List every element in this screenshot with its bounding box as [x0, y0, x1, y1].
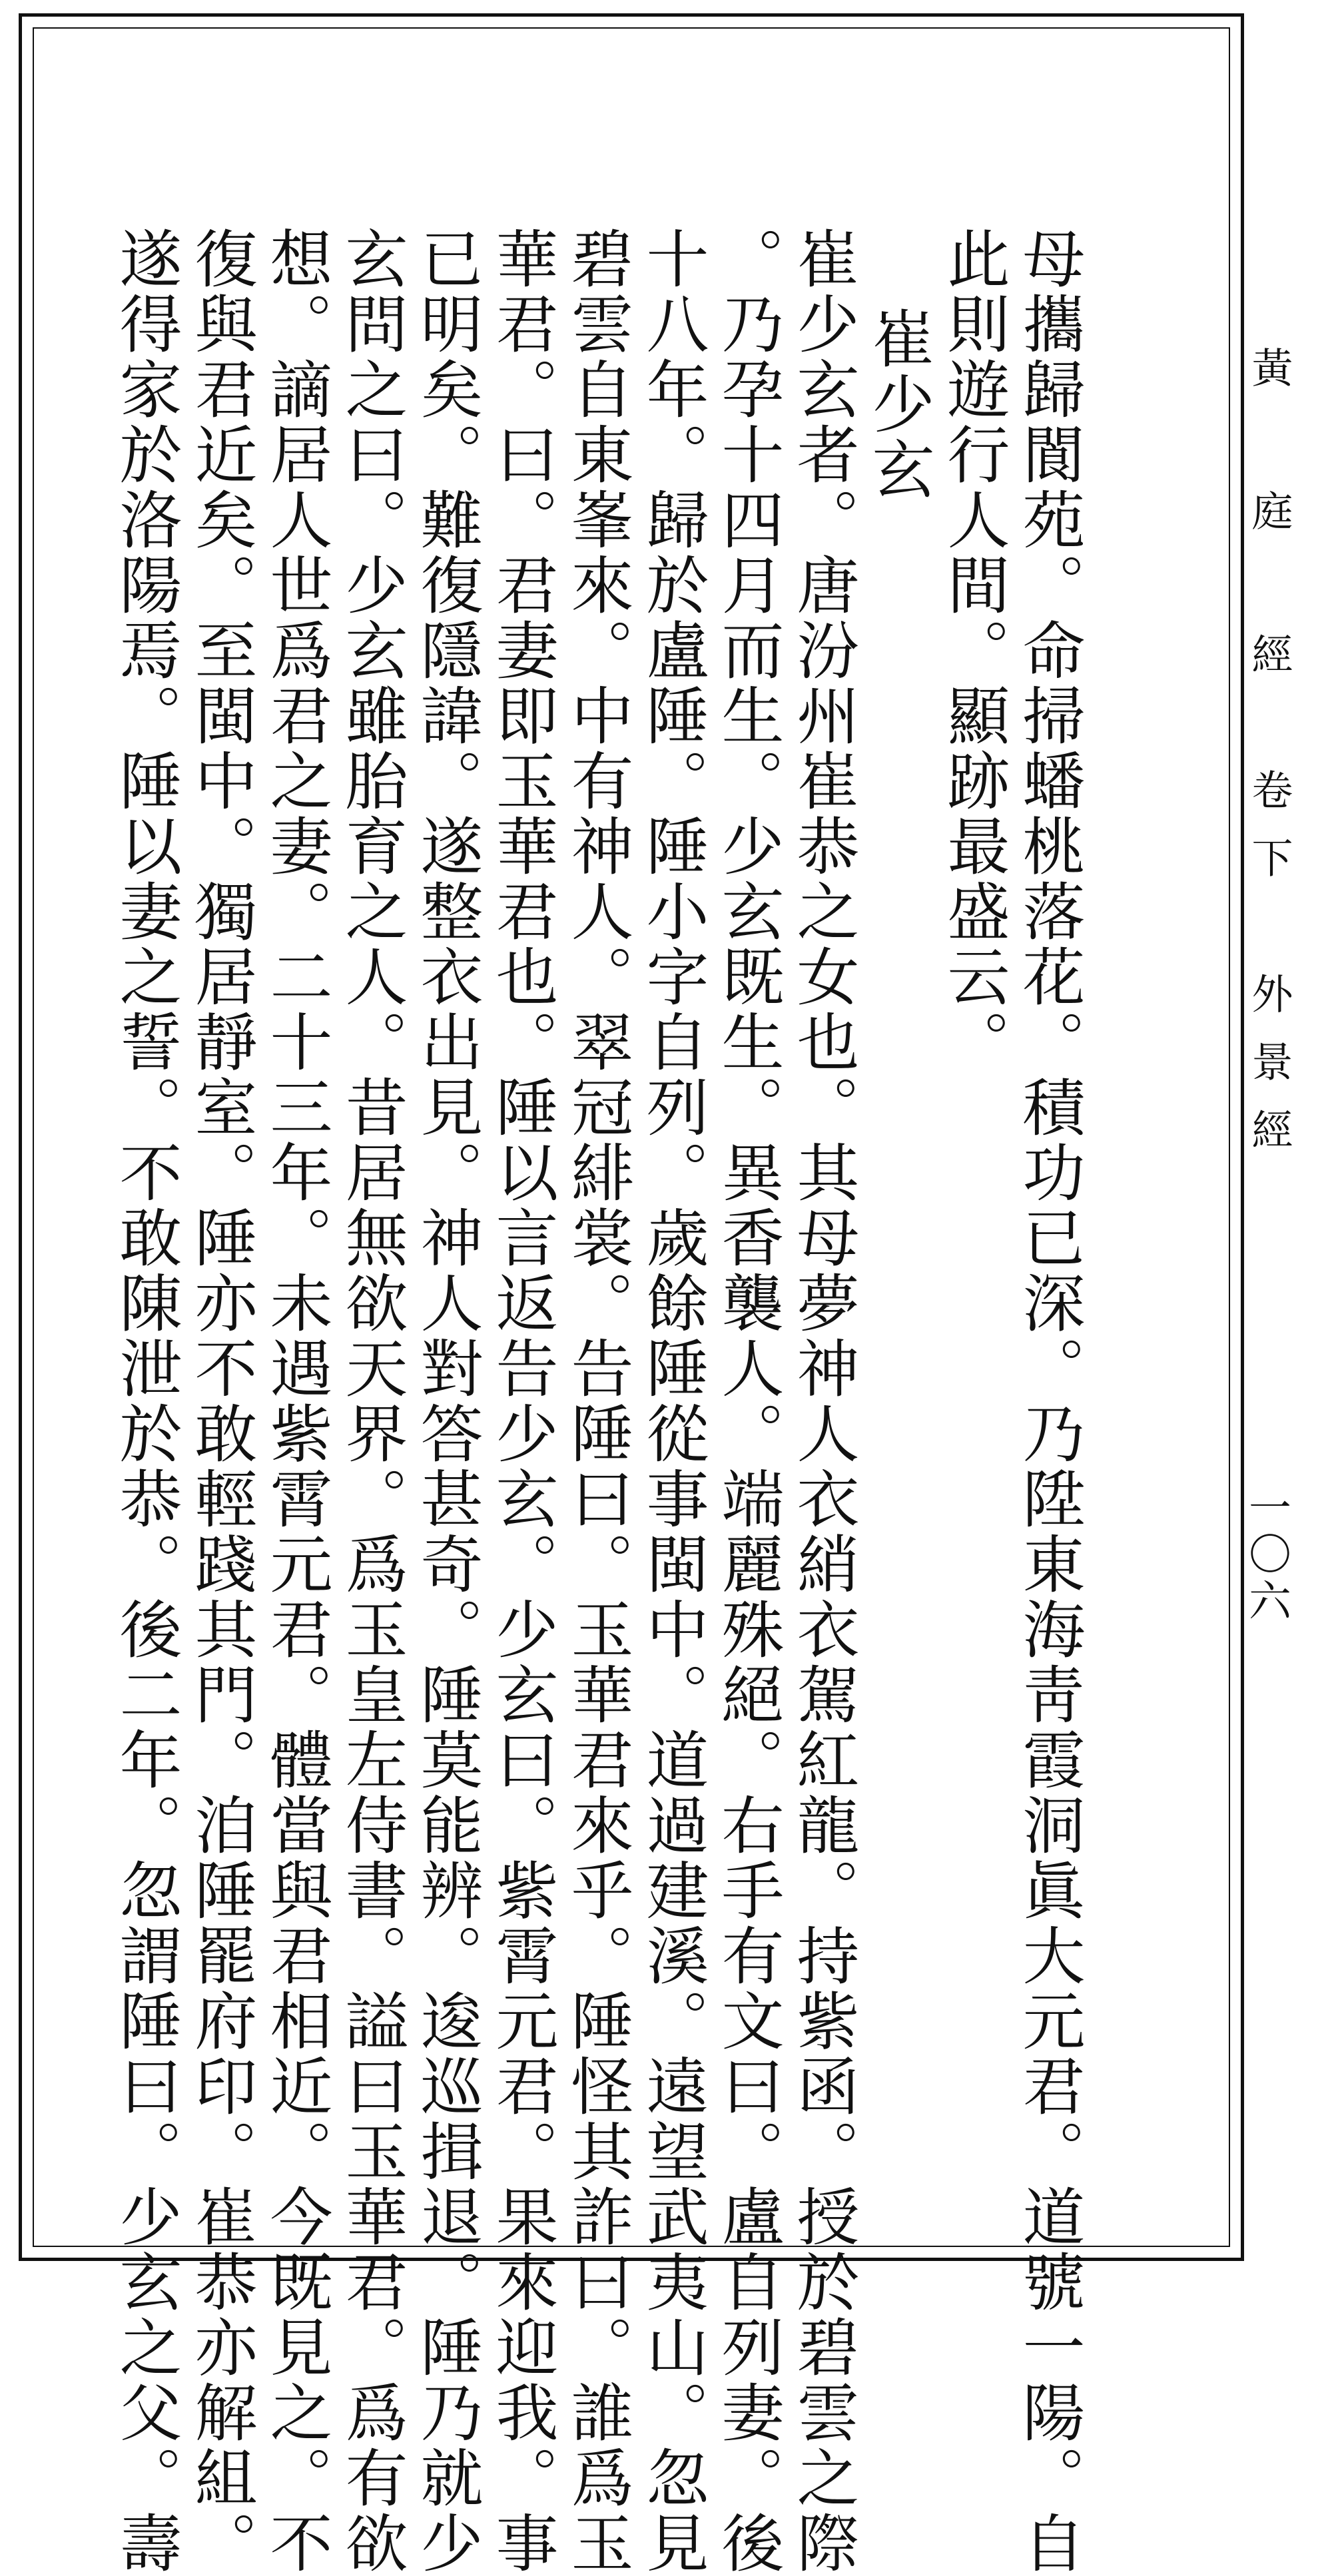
- text-column: 遂得家於洛陽焉。陲以妻之誓。不敢陳泄於恭。後二年。忽謂陲曰。少玄之父。壽: [109, 226, 181, 2576]
- text-column: 十八年。歸於盧陲。陲小字自列。歲餘陲從事閩中。道過建溪。遠望武夷山。忽見: [635, 226, 708, 2576]
- text-column: 已明矣。難復隱諱。遂整衣出見。神人對答甚奇。陲莫能辨。逡巡揖退。陲乃就少: [410, 226, 482, 2576]
- body-text: [107, 226, 1086, 2576]
- page-number: 一〇六: [1241, 1485, 1291, 1625]
- text-column: 母攜歸閬苑。命掃蟠桃落花。積功已深。乃陞東海靑霞洞眞大元君。道號一陽。自: [1012, 226, 1084, 2576]
- text-column: 碧雲自東峯來。中有神人。翠冠緋裳。告陲曰。玉華君來乎。陲怪其詐曰。誰爲玉: [560, 226, 633, 2576]
- section-heading: 崔少玄: [861, 306, 934, 502]
- text-column: 此則遊行人間。顯跡最盛云。: [936, 226, 1009, 1075]
- text-column: 復與君近矣。至閩中。獨居靜室。陲亦不敢輕踐其門。洎陲罷府印。崔恭亦解組。: [184, 226, 256, 2576]
- text-column: 想。謫居人世爲君之妻。二十三年。未遇紫霄元君。體當與君相近。今既見之。不: [259, 226, 332, 2576]
- text-column: 。乃孕十四月而生。少玄既生。異香襲人。端麗殊絕。右手有文曰。盧自列妻。後: [711, 226, 783, 2576]
- text-column: 崔少玄者。唐汾州崔恭之女也。其母夢神人衣綃衣駕紅龍。持紫函。授於碧雲之際: [786, 226, 858, 2576]
- text-column: 玄問之曰。少玄雖胎育之人。昔居無欲天界。爲玉皇左侍書。謚曰玉華君。爲有欲: [334, 226, 407, 2576]
- running-header: 黃 庭 經 卷下 外景經: [1245, 346, 1293, 1176]
- text-column: 華君。曰。君妻即玉華君也。陲以言返告少玄。少玄曰。紫霄元君。果來迎我。事: [485, 226, 557, 2576]
